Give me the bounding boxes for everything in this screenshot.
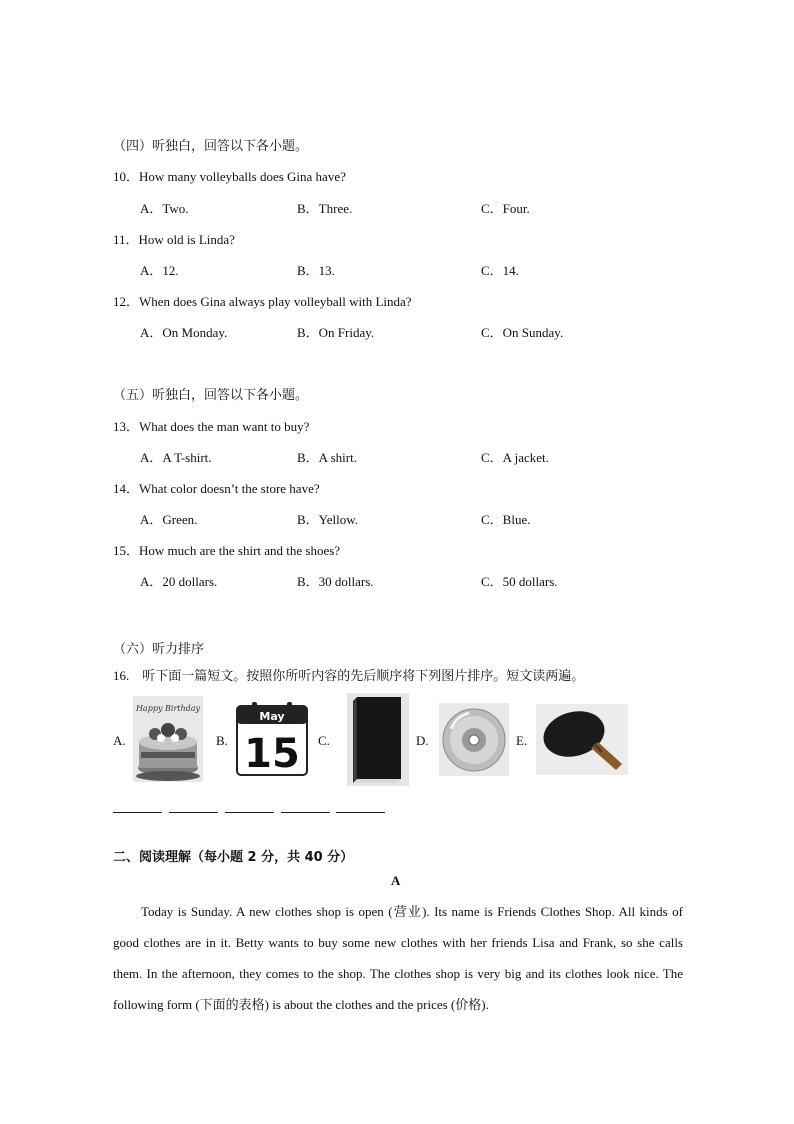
q15-option-b: B．30 dollars. — [297, 574, 374, 589]
question-14: 14．What color doesn’t the store have? — [113, 481, 320, 496]
q10-option-a: A．Two. — [140, 201, 189, 216]
cake-text: Happy Birthday — [135, 704, 201, 713]
calendar-icon — [236, 702, 308, 776]
question-11: 11．How old is Linda? — [113, 232, 235, 247]
picture-d-label: D. — [416, 733, 429, 748]
cd-disc-icon — [439, 703, 509, 776]
book-icon — [347, 693, 409, 786]
section-5-title: （五）听独白，回答以下各小题。 — [113, 387, 309, 402]
q13-option-c: C．A jacket. — [481, 450, 549, 465]
section-6-title: （六）听力排序 — [113, 641, 205, 656]
question-13: 13．What does the man want to buy? — [113, 419, 310, 434]
birthday-cake-icon — [133, 696, 203, 782]
picture-b-label: B. — [216, 733, 228, 748]
question-10: 10．How many volleyballs does Gina have? — [113, 169, 346, 184]
passage-label: A — [391, 873, 401, 888]
q14-option-b: B．Yellow. — [297, 512, 359, 527]
q13-option-b: B．A shirt. — [297, 450, 357, 465]
picture-c-label: C. — [318, 733, 330, 748]
q12-option-b: B．On Friday. — [297, 325, 375, 340]
q10-option-c: C．Four. — [481, 201, 530, 216]
q11-option-b: B．13. — [297, 263, 335, 278]
picture-a-label: A. — [113, 733, 126, 748]
ping-pong-paddle-icon — [536, 704, 628, 775]
q11-option-c: C．14. — [481, 263, 519, 278]
q15-option-c: C．50 dollars. — [481, 574, 558, 589]
question-12: 12．When does Gina always play volleyball with Linda? — [113, 294, 412, 309]
q10-option-b: B．Three. — [297, 201, 353, 216]
calendar-month: May — [259, 710, 285, 723]
q14-option-c: C．Blue. — [481, 512, 531, 527]
q14-option-a: A．Green. — [140, 512, 198, 527]
answer-blank-2[interactable] — [169, 812, 218, 813]
section-4-title: （四）听独白，回答以下各小题。 — [113, 138, 309, 153]
q15-option-a: A．20 dollars. — [140, 574, 218, 589]
passage-paragraph: Today is Sunday. A new clothes shop is open (营业). Its name is Friends Clothes Shop. All kinds of good clothes are in it. Betty wants to buy some new clothes with her friends Lisa and Frank, so she calls them. In the afternoon, they comes to the shop. The clothes shop is very big and its clothes look nice. The following form (下面的表格) is about the clothes and the prices (价格). — [113, 904, 683, 1012]
q12-option-c: C．On Sunday. — [481, 325, 564, 340]
calendar-day: 15 — [244, 731, 300, 776]
question-16: 16. 听下面一篇短文。按照你所听内容的先后顺序将下列图片排序。短文读两遍。 — [113, 668, 585, 683]
answer-blank-3[interactable] — [225, 812, 274, 813]
picture-e-label: E. — [516, 733, 528, 748]
q11-option-a: A．12. — [140, 263, 179, 278]
answer-blank-5[interactable] — [336, 812, 385, 813]
q13-option-a: A．A T-shirt. — [140, 450, 212, 465]
answer-blank-1[interactable] — [113, 812, 162, 813]
question-15: 15．How much are the shirt and the shoes? — [113, 543, 341, 558]
answer-blank-4[interactable] — [281, 812, 330, 813]
q12-option-a: A．On Monday. — [140, 325, 228, 340]
reading-section-heading: 二、阅读理解（每小题 2 分，共 40 分） — [113, 850, 354, 865]
